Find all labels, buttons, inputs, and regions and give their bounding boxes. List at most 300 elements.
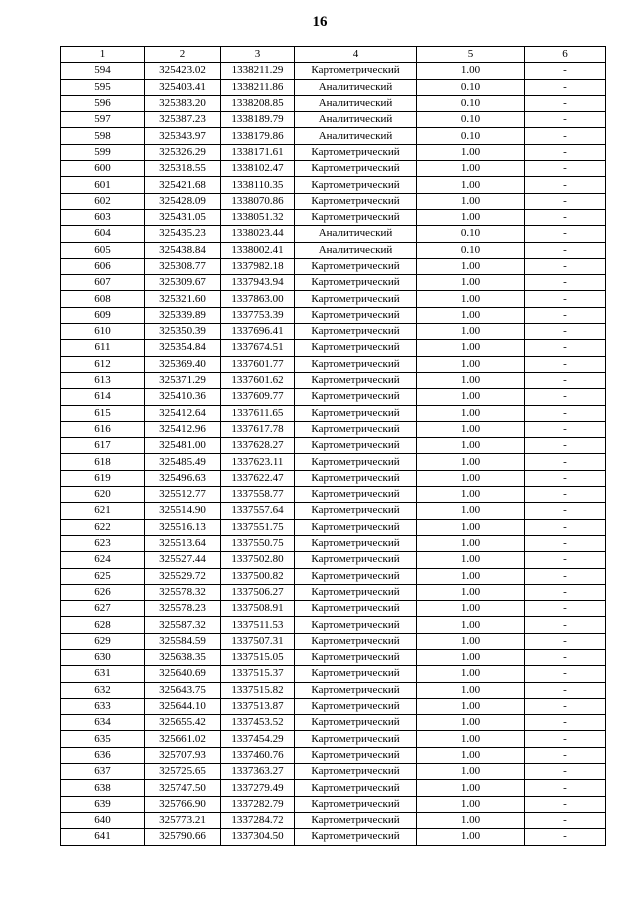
table-row — [61, 389, 606, 405]
table-cell: 325309.67 — [145, 275, 221, 291]
table-cell: 325369.40 — [145, 356, 221, 372]
table-cell: 1.00 — [417, 503, 525, 519]
table-cell: - — [525, 356, 606, 372]
table-cell: Картометрический — [295, 519, 417, 535]
table-row — [61, 372, 606, 388]
table-cell: 640 — [61, 812, 145, 828]
table-cell: Аналитический — [295, 242, 417, 258]
table-row — [61, 161, 606, 177]
table-cell: 623 — [61, 535, 145, 551]
table-cell: 1337696.41 — [221, 324, 295, 340]
table-cell: 325485.49 — [145, 454, 221, 470]
table-cell: 325513.64 — [145, 535, 221, 551]
table-cell: 1.00 — [417, 764, 525, 780]
table-cell: 610 — [61, 324, 145, 340]
table-cell: 615 — [61, 405, 145, 421]
table-cell: 325428.09 — [145, 193, 221, 209]
table-cell: 325431.05 — [145, 209, 221, 225]
table-cell: 325766.90 — [145, 796, 221, 812]
table-cell: 1337623.11 — [221, 454, 295, 470]
column-header: 2 — [145, 47, 221, 63]
table-cell: 603 — [61, 209, 145, 225]
table-cell: 1.00 — [417, 144, 525, 160]
table-row — [61, 535, 606, 551]
table-cell: 1.00 — [417, 389, 525, 405]
table-cell: 1.00 — [417, 829, 525, 845]
table-header-row — [61, 47, 606, 63]
table-cell: Картометрический — [295, 601, 417, 617]
table-cell: - — [525, 601, 606, 617]
table-cell: 636 — [61, 747, 145, 763]
table-cell: 325321.60 — [145, 291, 221, 307]
table-cell: 1.00 — [417, 649, 525, 665]
table-cell: 325644.10 — [145, 698, 221, 714]
table-cell: - — [525, 552, 606, 568]
table-cell: - — [525, 307, 606, 323]
table-cell: 325527.44 — [145, 552, 221, 568]
table-cell: 325773.21 — [145, 812, 221, 828]
table-cell: 1337558.77 — [221, 487, 295, 503]
table-cell: 1337506.27 — [221, 584, 295, 600]
table-cell: 1337515.82 — [221, 682, 295, 698]
table-cell: 1337617.78 — [221, 421, 295, 437]
table-cell: Картометрический — [295, 552, 417, 568]
table-cell: Картометрический — [295, 731, 417, 747]
table-cell: 325438.84 — [145, 242, 221, 258]
table-cell: 1.00 — [417, 731, 525, 747]
table-cell: 625 — [61, 568, 145, 584]
table-cell: - — [525, 747, 606, 763]
table-cell: 325410.36 — [145, 389, 221, 405]
table-row — [61, 796, 606, 812]
table-cell: 613 — [61, 372, 145, 388]
table-cell: Аналитический — [295, 79, 417, 95]
table-cell: 1338189.79 — [221, 112, 295, 128]
table-cell: Картометрический — [295, 340, 417, 356]
table-cell: 1337611.65 — [221, 405, 295, 421]
table-cell: 1338208.85 — [221, 95, 295, 111]
table-cell: 325326.29 — [145, 144, 221, 160]
table-cell: 1.00 — [417, 552, 525, 568]
table-cell: - — [525, 731, 606, 747]
table-row — [61, 209, 606, 225]
table-cell: 325339.89 — [145, 307, 221, 323]
table-cell: Картометрический — [295, 503, 417, 519]
table-row — [61, 340, 606, 356]
table-cell: 325350.39 — [145, 324, 221, 340]
table-cell: 637 — [61, 764, 145, 780]
table-cell: 1337502.80 — [221, 552, 295, 568]
table-cell: 631 — [61, 666, 145, 682]
table-cell: 1338070.86 — [221, 193, 295, 209]
table-cell: 325481.00 — [145, 438, 221, 454]
table-cell: 624 — [61, 552, 145, 568]
table-cell: 1.00 — [417, 535, 525, 551]
table-cell: 325725.65 — [145, 764, 221, 780]
table-cell: 1338211.86 — [221, 79, 295, 95]
table-cell: Картометрический — [295, 812, 417, 828]
table-cell: Картометрический — [295, 454, 417, 470]
table-cell: 622 — [61, 519, 145, 535]
column-header: 3 — [221, 47, 295, 63]
table-cell: 1.00 — [417, 340, 525, 356]
table-cell: 1337453.52 — [221, 715, 295, 731]
table-cell: - — [525, 63, 606, 79]
table-cell: 1338110.35 — [221, 177, 295, 193]
table-cell: 598 — [61, 128, 145, 144]
table-cell: 1337282.79 — [221, 796, 295, 812]
table-cell: 612 — [61, 356, 145, 372]
table-cell: 628 — [61, 617, 145, 633]
table-cell: 1337508.91 — [221, 601, 295, 617]
table-cell: - — [525, 535, 606, 551]
table-cell: 1.00 — [417, 324, 525, 340]
table-cell: 626 — [61, 584, 145, 600]
table-cell: 632 — [61, 682, 145, 698]
table-cell: 1337943.94 — [221, 275, 295, 291]
table-cell: 1337513.87 — [221, 698, 295, 714]
table-cell: Картометрический — [295, 389, 417, 405]
table-cell: 1338051.32 — [221, 209, 295, 225]
table-cell: 325790.66 — [145, 829, 221, 845]
table-row — [61, 715, 606, 731]
table-cell: 1.00 — [417, 666, 525, 682]
table-cell: 602 — [61, 193, 145, 209]
table-cell: 1.00 — [417, 421, 525, 437]
table-cell: 1.00 — [417, 177, 525, 193]
column-header: 4 — [295, 47, 417, 63]
table-cell: 1337601.77 — [221, 356, 295, 372]
table-cell: 1.00 — [417, 601, 525, 617]
table-cell: Картометрический — [295, 421, 417, 437]
table-row — [61, 764, 606, 780]
table-cell: Картометрический — [295, 324, 417, 340]
table-cell: - — [525, 812, 606, 828]
table-cell: 1337550.75 — [221, 535, 295, 551]
table-cell: 325354.84 — [145, 340, 221, 356]
table-cell: Картометрический — [295, 535, 417, 551]
table-cell: 325643.75 — [145, 682, 221, 698]
table-cell: 1337460.76 — [221, 747, 295, 763]
table-cell: 601 — [61, 177, 145, 193]
table-cell: 608 — [61, 291, 145, 307]
column-header: 1 — [61, 47, 145, 63]
table-cell: 1.00 — [417, 275, 525, 291]
table-row — [61, 568, 606, 584]
table-cell: - — [525, 780, 606, 796]
table-cell: 1337551.75 — [221, 519, 295, 535]
table-cell: 1.00 — [417, 405, 525, 421]
table-cell: 638 — [61, 780, 145, 796]
table-cell: 597 — [61, 112, 145, 128]
table-row — [61, 144, 606, 160]
table-cell: Картометрический — [295, 470, 417, 486]
table-cell: 639 — [61, 796, 145, 812]
table-cell: 1337674.51 — [221, 340, 295, 356]
table-row — [61, 63, 606, 79]
table-cell: 621 — [61, 503, 145, 519]
table-cell: Картометрический — [295, 356, 417, 372]
table-cell: Картометрический — [295, 682, 417, 698]
table-row — [61, 421, 606, 437]
table-cell: 325308.77 — [145, 258, 221, 274]
table-cell: 1337515.05 — [221, 649, 295, 665]
table-cell: 1.00 — [417, 519, 525, 535]
table-cell: 1337609.77 — [221, 389, 295, 405]
table-cell: Картометрический — [295, 747, 417, 763]
table-cell: 325423.02 — [145, 63, 221, 79]
table-cell: - — [525, 389, 606, 405]
table-cell: - — [525, 242, 606, 258]
table-cell: - — [525, 715, 606, 731]
table-row — [61, 193, 606, 209]
table-cell: 641 — [61, 829, 145, 845]
table-cell: 1.00 — [417, 796, 525, 812]
table-cell: 1.00 — [417, 438, 525, 454]
table-cell: 325371.29 — [145, 372, 221, 388]
table-cell: 325578.23 — [145, 601, 221, 617]
table-cell: - — [525, 79, 606, 95]
table-cell: Картометрический — [295, 161, 417, 177]
table-cell: - — [525, 291, 606, 307]
table-cell: 0.10 — [417, 95, 525, 111]
table-cell: Картометрический — [295, 291, 417, 307]
table-cell: - — [525, 568, 606, 584]
table-row — [61, 242, 606, 258]
table-cell: 325512.77 — [145, 487, 221, 503]
table-cell: Картометрический — [295, 568, 417, 584]
table-cell: 633 — [61, 698, 145, 714]
table-row — [61, 487, 606, 503]
table-row — [61, 95, 606, 111]
table-cell: 1337279.49 — [221, 780, 295, 796]
table-cell: - — [525, 764, 606, 780]
table-cell: - — [525, 405, 606, 421]
table-cell: Картометрический — [295, 780, 417, 796]
table-cell: 1.00 — [417, 307, 525, 323]
table-cell: 1.00 — [417, 715, 525, 731]
table-row — [61, 584, 606, 600]
table-cell: - — [525, 258, 606, 274]
table-cell: 325412.64 — [145, 405, 221, 421]
table-cell: 1.00 — [417, 161, 525, 177]
table-cell: 627 — [61, 601, 145, 617]
table-row — [61, 324, 606, 340]
table-cell: 1337507.31 — [221, 633, 295, 649]
table-row — [61, 356, 606, 372]
table-cell: 0.10 — [417, 128, 525, 144]
table-cell: Аналитический — [295, 112, 417, 128]
table-cell: 1.00 — [417, 487, 525, 503]
table-cell: - — [525, 372, 606, 388]
table-cell: Картометрический — [295, 177, 417, 193]
page-number: 16 — [312, 14, 328, 30]
table-cell: 620 — [61, 487, 145, 503]
table-cell: 630 — [61, 649, 145, 665]
table-cell: - — [525, 161, 606, 177]
table-row — [61, 633, 606, 649]
table-cell: Картометрический — [295, 275, 417, 291]
table-cell: 0.10 — [417, 242, 525, 258]
table-cell: 1337863.00 — [221, 291, 295, 307]
table-cell: 1.00 — [417, 291, 525, 307]
table-cell: Картометрический — [295, 715, 417, 731]
table-row — [61, 812, 606, 828]
table-cell: 1.00 — [417, 812, 525, 828]
table-cell: 1.00 — [417, 209, 525, 225]
table-cell: 1.00 — [417, 633, 525, 649]
table-cell: 595 — [61, 79, 145, 95]
table-row — [61, 552, 606, 568]
table-cell: Картометрический — [295, 584, 417, 600]
table-cell: - — [525, 177, 606, 193]
table-cell: 1337601.62 — [221, 372, 295, 388]
table-cell: 325496.63 — [145, 470, 221, 486]
table-cell: Аналитический — [295, 226, 417, 242]
table-cell: 596 — [61, 95, 145, 111]
table-cell: - — [525, 829, 606, 845]
table-cell: Картометрический — [295, 796, 417, 812]
table-cell: - — [525, 275, 606, 291]
table-cell: - — [525, 666, 606, 682]
table-cell: 1.00 — [417, 617, 525, 633]
table-cell: Картометрический — [295, 649, 417, 665]
table-cell: 1.00 — [417, 584, 525, 600]
table-cell: - — [525, 617, 606, 633]
table-cell: 1.00 — [417, 258, 525, 274]
table-cell: Картометрический — [295, 193, 417, 209]
table-row — [61, 291, 606, 307]
table-row — [61, 780, 606, 796]
table-row — [61, 438, 606, 454]
table-cell: Аналитический — [295, 95, 417, 111]
table-cell: 1.00 — [417, 454, 525, 470]
table-cell: 1337304.50 — [221, 829, 295, 845]
table-row — [61, 128, 606, 144]
table-cell: 325578.32 — [145, 584, 221, 600]
table-cell: 1337628.27 — [221, 438, 295, 454]
table-cell: 1.00 — [417, 780, 525, 796]
table-cell: 1338179.86 — [221, 128, 295, 144]
table-cell: - — [525, 454, 606, 470]
table-cell: - — [525, 324, 606, 340]
table-cell: - — [525, 649, 606, 665]
table-cell: - — [525, 503, 606, 519]
coordinates-table — [60, 46, 606, 846]
table-cell: - — [525, 193, 606, 209]
table-row — [61, 617, 606, 633]
table-cell: - — [525, 682, 606, 698]
table-row — [61, 747, 606, 763]
table-cell: 0.10 — [417, 112, 525, 128]
table-cell: 325655.42 — [145, 715, 221, 731]
table-cell: - — [525, 796, 606, 812]
table-cell: Картометрический — [295, 698, 417, 714]
table-cell: 325514.90 — [145, 503, 221, 519]
table-row — [61, 258, 606, 274]
table-cell: - — [525, 144, 606, 160]
table-row — [61, 666, 606, 682]
table-row — [61, 112, 606, 128]
table-cell: 1.00 — [417, 747, 525, 763]
table-cell: - — [525, 438, 606, 454]
table-cell: 325383.20 — [145, 95, 221, 111]
table-cell: - — [525, 340, 606, 356]
table-cell: 325412.96 — [145, 421, 221, 437]
table-cell: 325435.23 — [145, 226, 221, 242]
table-row — [61, 601, 606, 617]
table-cell: - — [525, 128, 606, 144]
table-cell: 1.00 — [417, 372, 525, 388]
table-cell: 325403.41 — [145, 79, 221, 95]
table-cell: 609 — [61, 307, 145, 323]
table-cell: Картометрический — [295, 144, 417, 160]
column-header: 6 — [525, 47, 606, 63]
table-cell: 618 — [61, 454, 145, 470]
table-row — [61, 649, 606, 665]
table-cell: 325587.32 — [145, 617, 221, 633]
table-cell: 325318.55 — [145, 161, 221, 177]
table-cell: 1337557.64 — [221, 503, 295, 519]
table-cell: - — [525, 584, 606, 600]
table-cell: 605 — [61, 242, 145, 258]
table-row — [61, 682, 606, 698]
table-cell: 607 — [61, 275, 145, 291]
table-row — [61, 307, 606, 323]
table-cell: 325661.02 — [145, 731, 221, 747]
table-cell: 600 — [61, 161, 145, 177]
table-cell: Картометрический — [295, 633, 417, 649]
table-cell: Картометрический — [295, 487, 417, 503]
table-cell: 635 — [61, 731, 145, 747]
table-row — [61, 79, 606, 95]
table-cell: 1.00 — [417, 470, 525, 486]
table-cell: 1.00 — [417, 682, 525, 698]
table-row — [61, 698, 606, 714]
table-cell: 614 — [61, 389, 145, 405]
table-cell: - — [525, 95, 606, 111]
table-row — [61, 454, 606, 470]
table-cell: - — [525, 487, 606, 503]
table-cell: 1338023.44 — [221, 226, 295, 242]
table-cell: 619 — [61, 470, 145, 486]
table-row — [61, 405, 606, 421]
table-cell: 1.00 — [417, 698, 525, 714]
table-row — [61, 829, 606, 845]
table-cell: 0.10 — [417, 226, 525, 242]
table-cell: - — [525, 226, 606, 242]
table-cell: 1337622.47 — [221, 470, 295, 486]
table-cell: 325584.59 — [145, 633, 221, 649]
table-cell: Картометрический — [295, 829, 417, 845]
table-cell: 1338002.41 — [221, 242, 295, 258]
table-cell: 1337753.39 — [221, 307, 295, 323]
table-cell: 1338102.47 — [221, 161, 295, 177]
table-cell: - — [525, 112, 606, 128]
table-cell: 1.00 — [417, 356, 525, 372]
table-cell: - — [525, 470, 606, 486]
table-cell: 1337982.18 — [221, 258, 295, 274]
table-cell: Картометрический — [295, 438, 417, 454]
table-cell: 1.00 — [417, 193, 525, 209]
table-row — [61, 177, 606, 193]
table-cell: Картометрический — [295, 764, 417, 780]
table-cell: 1.00 — [417, 568, 525, 584]
table-cell: 325638.35 — [145, 649, 221, 665]
table-row — [61, 503, 606, 519]
table-cell: 604 — [61, 226, 145, 242]
table-cell: 1337454.29 — [221, 731, 295, 747]
